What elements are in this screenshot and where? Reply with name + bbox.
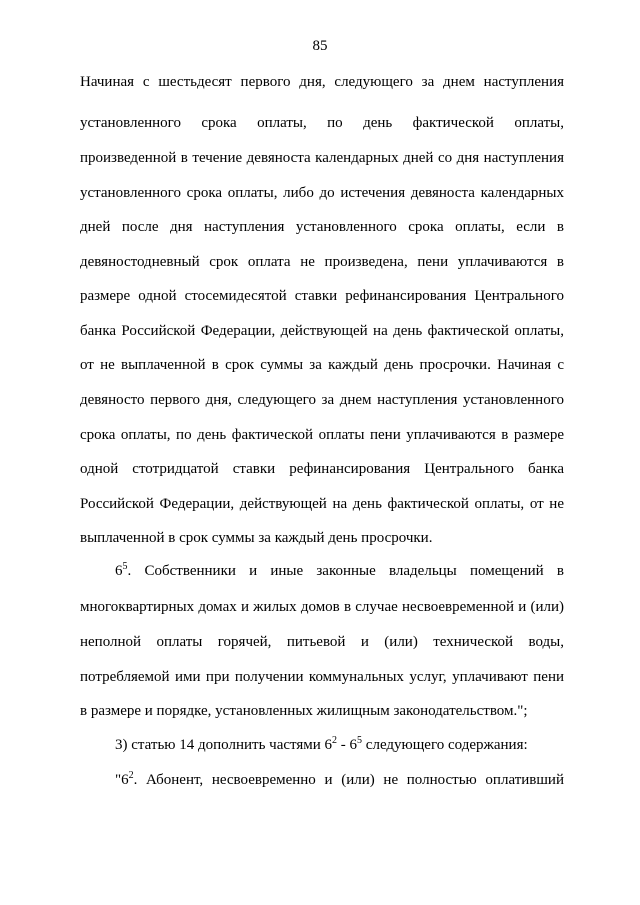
item-text: - 6 — [337, 737, 358, 753]
text-line: многоквартирных домах и жилых домов в случае несвоевременной и (или) — [80, 599, 564, 615]
item-superscript: 2 — [332, 735, 338, 746]
item-superscript: 5 — [357, 735, 363, 746]
text-line: установленного срока оплаты, либо до истечения девяноста календарных — [80, 185, 564, 201]
paragraph-text: . Собственники и иные законные владельцы помещений в — [127, 563, 564, 579]
text-line: выплаченной в срок суммы за каждый день просрочки. — [80, 530, 433, 546]
item-3-line — [115, 735, 564, 755]
text-line: размере одной стосемидесятой ставки рефинансирования Центрального — [80, 288, 564, 304]
item-text: 3) статью 14 дополнить частями 6 — [115, 737, 333, 753]
paragraph-6-2-first-line — [115, 770, 564, 790]
text-line: одной стотридцатой ставки рефинансирования Центрального банка — [80, 461, 564, 477]
text-line: девяносто первого дня, следующего за днем наступления установленного — [80, 392, 564, 408]
paragraph-superscript: 2 — [128, 770, 134, 781]
paragraph-superscript: 5 — [122, 561, 128, 572]
text-line: Начиная с шестьдесят первого дня, следующего за днем наступления — [80, 74, 564, 90]
paragraph-number: 6 — [115, 563, 123, 579]
text-line: девяностодневный срок оплата не произведена, пени уплачиваются в — [80, 254, 564, 270]
text-line: произведенной в течение девяноста календарных дней со дня наступления — [80, 150, 564, 166]
page-number: 85 — [312, 38, 328, 54]
text-line: неполной оплаты горячей, питьевой и (или) технической воды, — [80, 634, 564, 650]
text-line: установленного срока оплаты, по день фактической оплаты, — [80, 115, 564, 131]
item-text: следующего содержания: — [362, 737, 528, 753]
paragraph-text: . Абонент, несвоевременно и (или) не полностью оплативший — [133, 772, 564, 788]
text-line: в размере и порядке, установленных жилищным законодательством."; — [80, 703, 528, 719]
paragraph-number: "6 — [115, 772, 129, 788]
text-line: дней после дня наступления установленного срока оплаты, если в — [80, 219, 564, 235]
text-line: банка Российской Федерации, действующей на день фактической оплаты, — [80, 323, 564, 339]
paragraph-6-5-first-line — [115, 561, 564, 581]
text-line: от не выплаченной в срок суммы за каждый день просрочки. Начиная с — [80, 357, 564, 373]
text-line: срока оплаты, по день фактической оплаты пени уплачиваются в размере — [80, 427, 564, 443]
text-line: Российской Федерации, действующей на день фактической оплаты, от не — [80, 496, 564, 512]
text-line: потребляемой ими при получении коммунальных услуг, уплачивают пени — [80, 669, 564, 685]
